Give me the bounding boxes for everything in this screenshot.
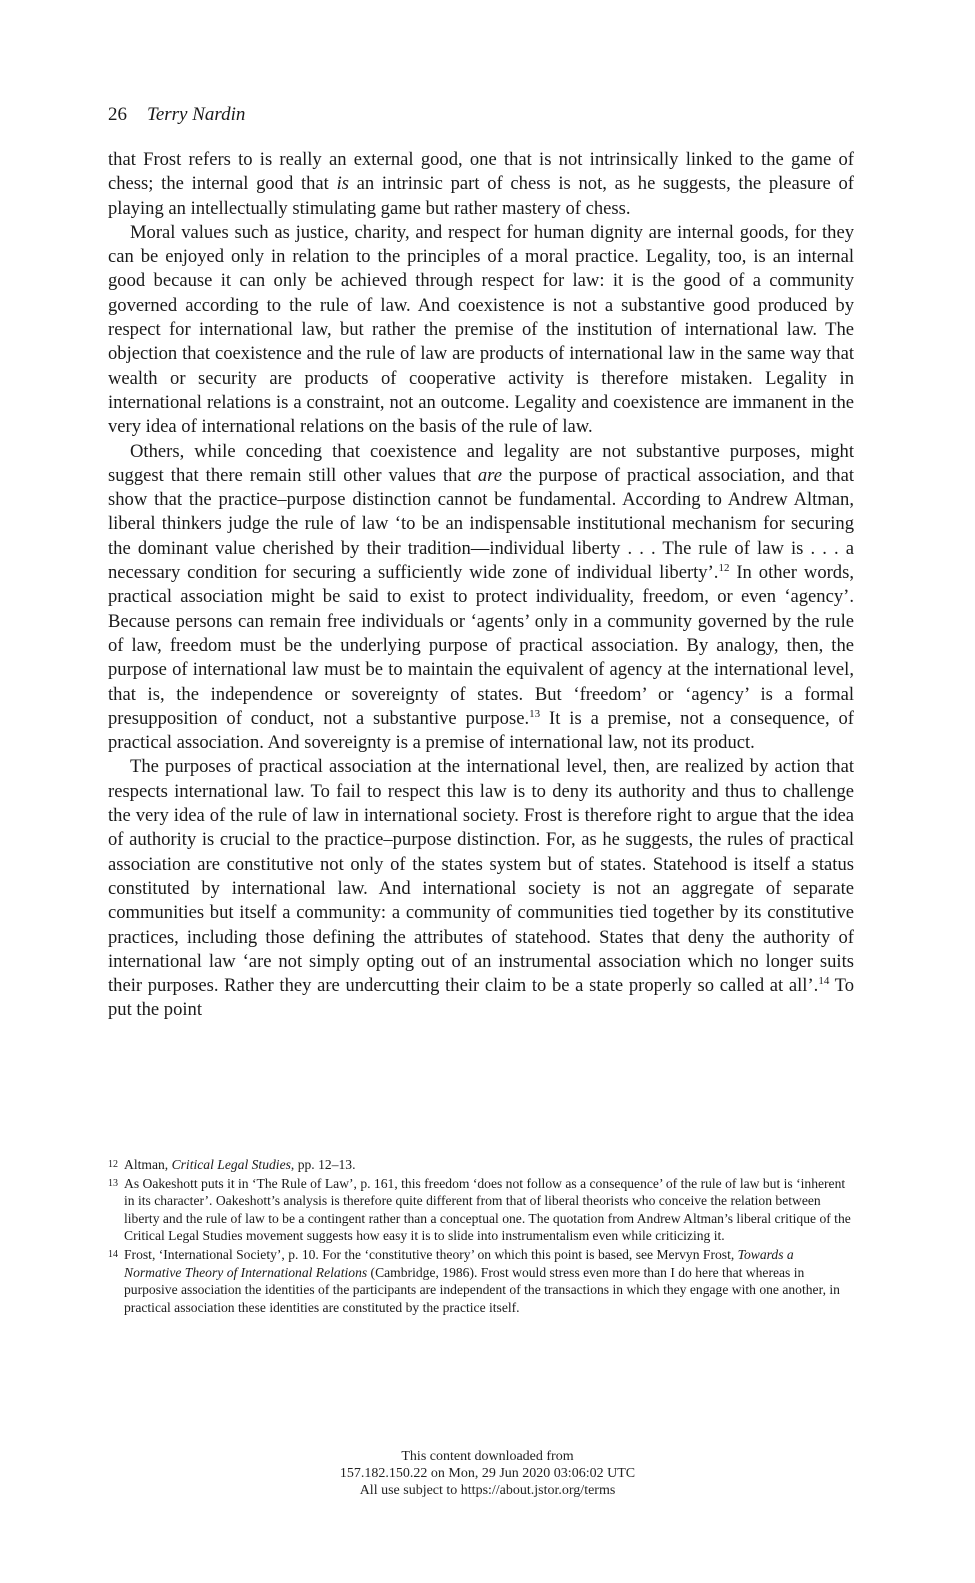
- running-header: [108, 104, 245, 126]
- footnote-12: 12 Altman, Critical Legal Studies, pp. 12–13.: [108, 1157, 356, 1172]
- footnote-number: 12: [108, 1159, 118, 1170]
- page-number: 26: [108, 104, 127, 125]
- running-author: Terry Nardin: [147, 104, 246, 125]
- jstor-line-2: 157.182.150.22 on Mon, 29 Jun 2020 03:06:02 UTC: [339, 1466, 636, 1481]
- footnote-number: 13: [108, 1177, 118, 1189]
- footnote-13: 13 As Oakeshott puts it in ‘The Rule of Law’, p. 161, this freedom ‘does not follow as a consequence’ of the rule of law but is ‘inherent in its character’. Oakeshott’s analysis is therefore quite different from that of liberal theorists who conceive the relation between liberty and the rule of law to be a contingent rather than a conceptual one. The quotation from Andrew Altman’s liberal critique of the Critical Legal Studies movement suggests how easy it is to slide into instrumentalism even while criticizing it.: [108, 1175, 851, 1244]
- jstor-line-1: This content downloaded from: [401, 1449, 574, 1464]
- footnote-14: 14 Frost, ‘International Society’, p. 10. For the ‘constitutive theory’ on which this point is based, see Mervyn Frost, Towards a Normative Theory of International Relations (Cambridge, 1986). Frost would stress even more than I do here that whereas in purposive association the identities of the participants are independent of the transactions in which they engage with one another, in practical association these identities are constituted by the practice itself.: [108, 1246, 840, 1315]
- footnote-ref-12[interactable]: 12: [718, 561, 730, 574]
- footnote-ref-13[interactable]: 13: [529, 707, 541, 720]
- paragraph-2: Moral values such as justice, charity, and respect for human dignity are internal goods, for they can be enjoyed only in relation to the principles of a moral practice. Legality, too, is an internal good because it can only be achieved through respect for law: it is the good of a community governed according to the rule of law. And coexistence is not a substantive good produced by respect for international law, but rather the premise of the institution of international law. The objection that coexistence and the rule of law are products of international law in the same way that wealth or security are products of cooperative activity is therefore mistaken. Legality in international relations is a constraint, not an outcome. Legality and coexistence are immanent in the very idea of international relations on the basis of the rule of law.: [108, 221, 854, 438]
- paragraph-3: Others, while conceding that coexistence and legality are not substantive purposes, might suggest that there remain still other values that are the purpose of practical association, and that show that the practice–purpose distinction cannot be fundamental. According to Andrew Altman, liberal thinkers judge the rule of law ‘to be an indispensable institutional mechanism for securing the dominant value cherished by their tradition—individual liberty . . . The rule of law is . . . a necessary condition for securing a sufficiently wide zone of individual liberty’.$^{12}$ In other words, practical association might be said to exist to protect individuality, freedom, or even ‘agency’. Because persons can remain free individuals or ‘agents’ only in a community governed by the rule of law, freedom must be the underlying purpose of practical association. By analogy, then, the purpose of international law must be to maintain the equivalent of agency at the international level, that is, the independence or sovereignty of states. But ‘freedom’ or ‘agency’ is a formal presupposition of conduct, not a substantive purpose.$^{13}$ It is a premise, not a consequence, of practical association. And sovereignty is a premise of international law, not its product.: [108, 440, 854, 754]
- jstor-terms-link[interactable]: All use subject to https://about.jstor.org/terms: [359, 1483, 616, 1498]
- footnote-ref-14[interactable]: 14: [818, 974, 830, 987]
- jstor-notice: [0, 1448, 975, 1499]
- footnote-number: 14: [108, 1248, 118, 1260]
- footnotes: [108, 1156, 854, 1317]
- paragraph-4: The purposes of practical association at the international level, then, are realized by action that respects international law. To fail to respect this law is to deny its authority and thus to challenge the very idea of the rule of law in international society. Frost is therefore right to argue that the idea of authority is crucial to the practice–purpose distinction. For, as he suggests, the rules of practical association are constitutive not only of the states system but of states. Statehood is itself a status constituted by international law. And international society is not an aggregate of separate communities but itself a community: a community of communities tied together by its constitutive practices, including those defining the attributes of statehood. States that deny the authority of international law ‘are not simply opting out of an instrumental association which no longer suits their purposes. Rather they are undercutting their claim to be a state properly so called at all’.$^{14}$ To put the point: [108, 756, 855, 1021]
- body-text: [108, 148, 854, 1023]
- paragraph-1: that Frost refers to is really an external good, one that is not intrinsically linked to the game of chess; the internal good that is an intrinsic part of chess is not, as he suggests, the pleasure of playing an intellectually stimulating game but rather mastery of chess.: [108, 149, 854, 219]
